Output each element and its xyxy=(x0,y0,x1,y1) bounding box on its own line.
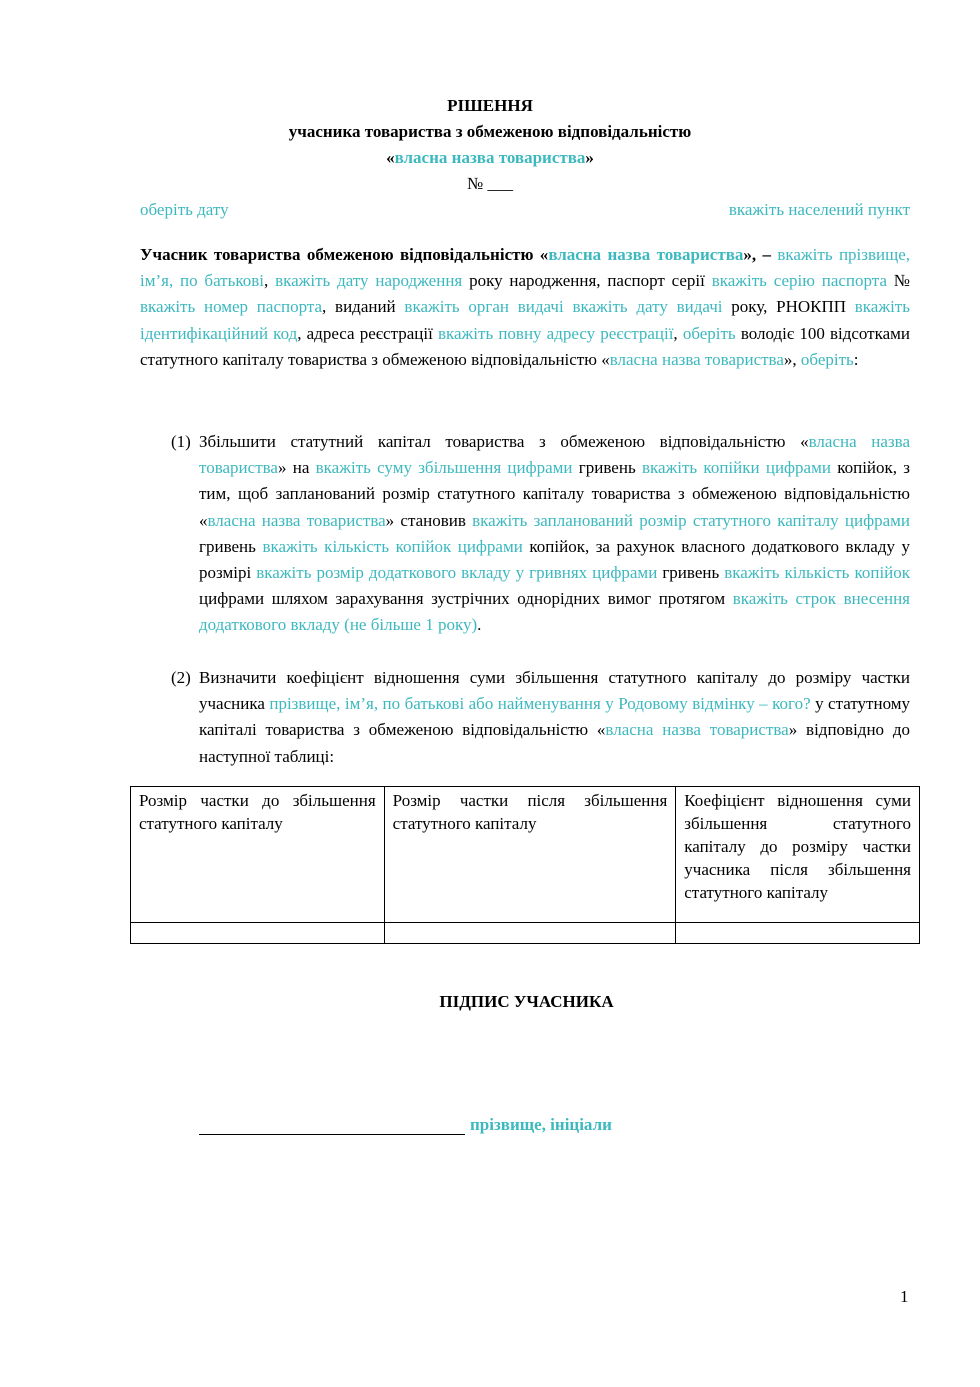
list-item-1 xyxy=(171,429,911,639)
issuing-authority-placeholder[interactable]: вкажіть орган видачі xyxy=(404,297,564,317)
city-placeholder[interactable]: вкажіть населений пункт xyxy=(728,200,910,219)
signer-name-placeholder[interactable]: прізвище, ініціали xyxy=(470,1115,612,1134)
intro-text: , адреса реєстрації xyxy=(297,323,433,343)
tax-id-placeholder[interactable]: вкажіть ідентифікаційний код xyxy=(140,297,910,343)
increase-amount-placeholder[interactable]: вкажіть суму збільшення цифрами xyxy=(315,458,573,478)
intro-text: , xyxy=(673,323,678,343)
intro-text: року, РНОКПП xyxy=(731,297,847,317)
item-text: копійок, за рахунок власного додаткового вкладу у розмірі xyxy=(199,536,911,583)
table-cell-empty[interactable] xyxy=(676,923,920,944)
date-placeholder[interactable]: оберіть дату xyxy=(140,200,229,219)
item-text: цифрами шляхом зарахування зустрічних однорідних вимог протягом xyxy=(199,589,726,609)
planned-capital-placeholder[interactable]: вкажіть запланований розмір статутного капіталу цифрами xyxy=(472,510,911,530)
company-name-placeholder[interactable]: власна назва товариства xyxy=(199,432,910,478)
table-cell-empty[interactable] xyxy=(384,923,676,944)
intro-text: Учасник товариства обмеженою відповідальністю « xyxy=(140,245,549,264)
page-number: 1 xyxy=(900,1287,909,1306)
company-name-placeholder[interactable]: власна назва товариства xyxy=(394,148,586,167)
birth-date-placeholder[interactable]: вкажіть дату народження xyxy=(275,271,463,291)
company-name-line: «власна назва товариства» xyxy=(386,148,594,167)
contribution-term-placeholder[interactable]: вкажіть строк внесення додаткового вкладу (не більше 1 року) xyxy=(199,589,911,635)
table-cell-empty[interactable] xyxy=(131,923,385,944)
company-name-placeholder[interactable]: власна назва товариства xyxy=(207,510,386,530)
kopecks-placeholder[interactable]: вкажіть копійки цифрами xyxy=(641,458,831,478)
table-row xyxy=(131,923,920,944)
intro-text: : xyxy=(853,349,859,369)
intro-text: », xyxy=(783,349,797,369)
intro-text: володіє 100 відсотками статутного капіталу товариства з обмеженою відповідальністю « xyxy=(140,323,911,369)
contribution-amount-placeholder[interactable]: вкажіть розмір додаткового вкладу у гривнях цифрами xyxy=(256,563,658,583)
intro-text: , виданий xyxy=(322,297,396,317)
intro-text: », – xyxy=(743,245,771,264)
item-text: гривень xyxy=(199,536,256,556)
document-title: РІШЕННЯ xyxy=(447,96,533,115)
list-item-number: (2) xyxy=(171,668,191,687)
company-name-placeholder[interactable]: власна назва товариства xyxy=(605,720,789,740)
table-header-cell: Розмір частки після збільшення статутного капіталу xyxy=(384,787,676,923)
table-header-cell: Коефіцієнт відношення суми збільшення статутного капіталу до розміру частки учасника після збільшення статутного капіталу xyxy=(676,787,920,923)
item-text: » відповідно до наступної таблиці: xyxy=(199,720,910,766)
intro-paragraph xyxy=(140,242,910,373)
signature-line xyxy=(199,1114,612,1135)
table-header-row xyxy=(131,787,920,923)
intro-text: , xyxy=(264,271,269,291)
signature-title: ПІДПИС УЧАСНИКА xyxy=(439,992,614,1011)
item-text: копійок, з тим, щоб запланований розмір статутного капіталу товариства з обмеженою відповідальністю « xyxy=(199,458,911,530)
choose-placeholder[interactable]: оберіть xyxy=(800,349,854,369)
document-subtitle: учасника товариства з обмеженою відповідальністю xyxy=(288,122,692,141)
company-name-placeholder[interactable]: власна назва товариства xyxy=(548,245,744,264)
member-name-genitive-placeholder[interactable]: прізвище, ім’я, по батькові або найменування у Родовому відмінку – кого? xyxy=(269,694,811,714)
company-name-placeholder[interactable]: власна назва товариства xyxy=(609,349,784,369)
passport-series-placeholder[interactable]: вкажіть серію паспорта xyxy=(711,271,887,291)
item-text: . xyxy=(477,615,482,635)
item-text: Визначити коефіцієнт відношення суми збільшення статутного капіталу до розміру частки учасника xyxy=(199,668,910,714)
list-item-2 xyxy=(171,665,911,770)
item-text: гривень xyxy=(662,563,720,583)
item-text: » на xyxy=(277,458,310,478)
table-header-cell: Розмір частки до збільшення статутного капіталу xyxy=(131,787,385,923)
share-ratio-table xyxy=(130,786,920,944)
address-placeholder[interactable]: вкажіть повну адресу реєстрації xyxy=(437,323,674,343)
item-text: у статутному капіталі товариства з обмеженою відповідальністю « xyxy=(199,694,911,740)
signature-underline[interactable] xyxy=(199,1114,465,1135)
decision-number: № ___ xyxy=(467,174,513,193)
planned-kopecks-placeholder[interactable]: вкажіть кількість копійок цифрами xyxy=(262,536,523,556)
full-name-placeholder[interactable]: вкажіть прізвище, ім’я, по батькові xyxy=(140,245,910,291)
item-text: » становив xyxy=(385,510,466,530)
issue-date-placeholder[interactable]: вкажіть дату видачі xyxy=(572,297,723,317)
choose-placeholder[interactable]: оберіть xyxy=(682,323,736,343)
passport-number-placeholder[interactable]: вкажіть номер паспорта xyxy=(140,297,323,317)
intro-text: № xyxy=(893,271,911,291)
item-text: гривень xyxy=(578,458,636,478)
intro-text: року народження, паспорт серії xyxy=(469,271,705,291)
item-text: Збільшити статутний капітал товариства з обмеженою відповідальністю « xyxy=(199,432,809,451)
list-item-number: (1) xyxy=(171,432,191,451)
contribution-kopecks-placeholder[interactable]: вкажіть кількість копійок xyxy=(724,563,911,583)
